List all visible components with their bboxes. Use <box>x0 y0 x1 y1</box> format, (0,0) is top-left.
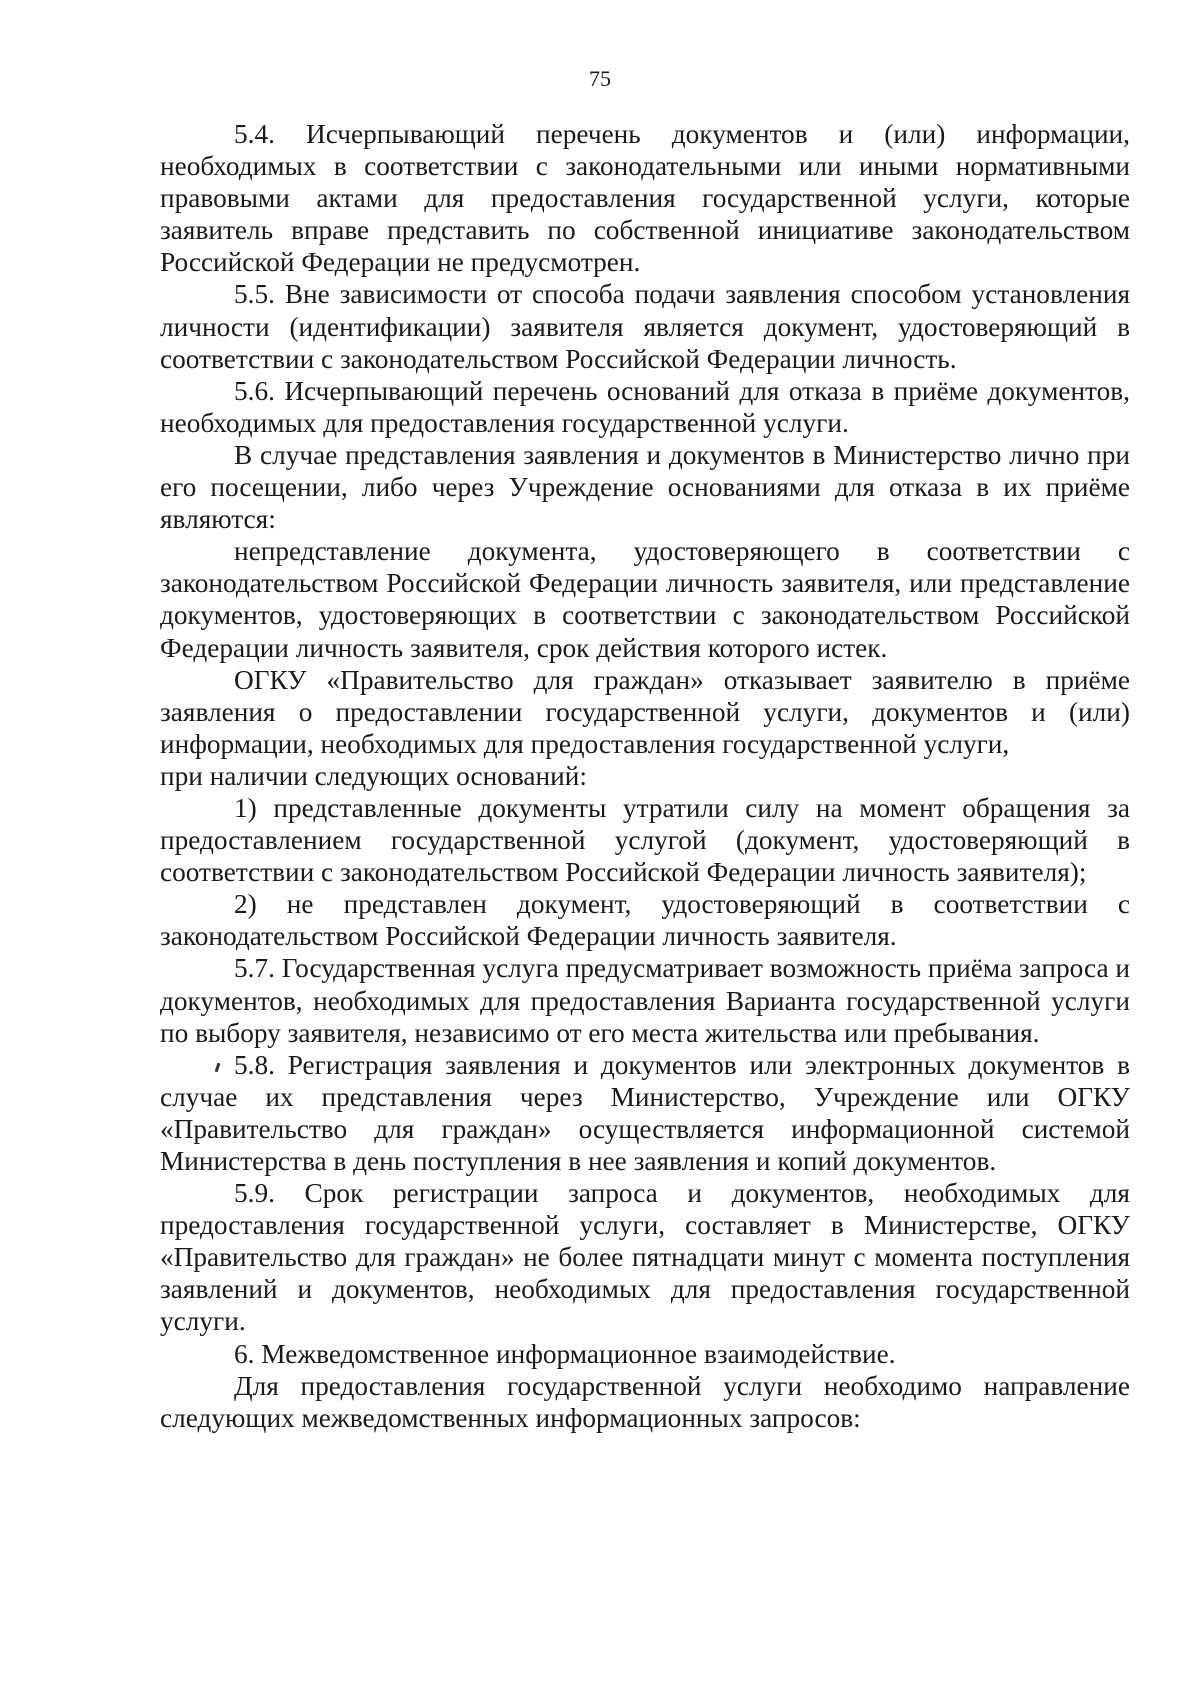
paragraph-grounds-lead: при наличии следующих оснований: <box>160 760 587 791</box>
list-item-1: 1) представленные документы утратили силу на момент обращения за предоставлением государственной услугой (документ, удостоверяющий в соответствии с законодательством Российской Федерации личность заявителя); <box>160 792 1130 888</box>
list-item-2: 2) не представлен документ, удостоверяющий в соответствии с законодательством Российской Федерации личность заявителя. <box>160 889 1130 952</box>
paragraph-ogku-refusal: ОГКУ «Правительство для граждан» отказывает заявителю в приёме заявления о предоставлении государственной услуги, документов и (или) информации, необходимых для предоставления государственной услуги, <box>160 664 1130 759</box>
paragraph-5-6: 5.6. Исчерпывающий перечень оснований для отказа в приёме документов, необходимых для предоставления государственной услуги. <box>160 375 1130 438</box>
section-6-heading: 6. Межведомственное информационное взаимодействие. <box>234 1338 896 1369</box>
paragraph-refusal-intro: В случае представления заявления и документов в Министерство лично при его посещении, либо через Учреждение основаниями для отказа в их приёме являются: <box>160 439 1130 535</box>
paragraph-5-8-wrapper <box>160 1049 1130 1177</box>
paragraph-refusal-reason: непредставление документа, удостоверяющего в соответствии с законодательством Российской Федерации личность заявителя, или представление документов, удостоверяющих в соответствии с законодательством Российской Федерации личность заявителя, срок действия которого истек. <box>160 536 1130 663</box>
paragraph-5-9: 5.9. Срок регистрации запроса и документов, необходимых для предоставления государственной услуги, составляет в Министерстве, ОГКУ «Правительство для граждан» не более пятнадцати минут с момента поступления заявлений и документов, необходимых для предоставления государственной услуги. <box>160 1178 1130 1337</box>
paragraph-5-4: 5.4. Исчерпывающий перечень документов и (или) информации, необходимых в соответствии с законодательными или иными нормативными правовыми актами для предоставления государственной услуги, которые заявитель вправе представить по собственной инициативе законодательством Российской Федерации не предусмотрен. <box>160 119 1130 278</box>
paragraph-5-8: 5.8. Регистрация заявления и документов или электронных документов в случае их представления через Министерство, Учреждение или ОГКУ «Правительство для граждан» осуществляется информационной системой Министерства в день поступления в нее заявления и копий документов. <box>160 1049 1130 1176</box>
document-body <box>160 118 1130 1434</box>
paragraph-5-7: 5.7. Государственная услуга предусматривает возможность приёма запроса и документов, необходимых для предоставления Варианта государственной услуги по выбору заявителя, независимо от его места жительства или пребывания. <box>160 953 1131 1048</box>
page-number: 75 <box>589 66 611 91</box>
paragraph-interagency-requests: Для предоставления государственной услуги необходимо направление следующих межведомственных информационных запросов: <box>160 1370 1130 1433</box>
paragraph-5-5: 5.5. Вне зависимости от способа подачи заявления способом установления личности (идентификации) заявителя является документ, удостоверяющий в соответствии с законодательством Российской Федерации личность. <box>160 279 1130 374</box>
